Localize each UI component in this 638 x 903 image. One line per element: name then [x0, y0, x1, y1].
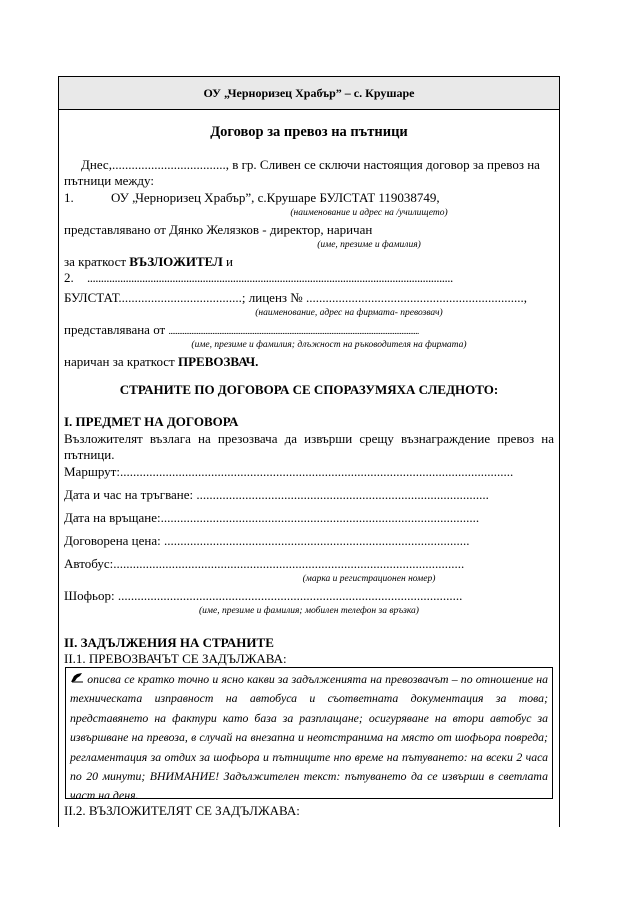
intro-line-2: пътници между:	[64, 173, 154, 188]
return-field: Дата на връщане:..................................................................................................	[64, 510, 480, 525]
party1-rep-line: представлявано от Дянко Желязков - директор, наричан	[64, 222, 373, 237]
section2-sub1: ІІ.1. ПРЕВОЗВАЧЪТ СЕ ЗАДЪЛЖАВА:	[64, 651, 287, 666]
contract-page	[58, 76, 560, 827]
writing-hand-icon	[70, 670, 84, 680]
party2-number: 2.	[64, 270, 74, 285]
agreement-heading: СТРАНИТЕ ПО ДОГОВОРА СЕ СПОРАЗУМЯХА СЛЕДНОТО:	[119, 382, 499, 397]
party1-number: 1.	[64, 190, 74, 205]
departure-field: Дата и час на тръгване: ..........................................................................................	[64, 487, 489, 502]
bus-field: Автобус:............................................................................................................	[64, 556, 465, 571]
intro-line-1: Днес,..................................., в гр. Сливен се сключи настоящия договор за превоз на	[81, 157, 540, 172]
carrier-obligations-text: описва се кратко точно и ясно какви за задълженията на превозвачът – по отношение на техническата изправност на автобуса и съответната документация за това; представянето на фактури като база за разплащане; осигуряване на втори автобус за извършване на превоза, в случай на внезапна и неотстранима на място от шофьора повреда; регламентация за отдих за шофьора и пътниците нпо време на пътуването: на всеки 2 часа по 20 минути; ВНИМАНИЕ! Задължителен текст: пътуването да се извърши в светлата част на деня.	[70, 672, 548, 803]
school-header: ОУ „Черноризец Храбър” – с. Крушаре	[59, 77, 559, 110]
price-field: Договорена цена: ..............................................................................................	[64, 533, 470, 548]
party2-note-rep: (име, презиме и фамилия; длъжност на ръководителя на фирмата)	[191, 340, 467, 350]
bus-note: (марка и регистрационен номер)	[302, 574, 436, 584]
section1-heading: І. ПРЕДМЕТ НА ДОГОВОРА	[64, 414, 239, 429]
contract-title: Договор за превоз на пътници	[210, 124, 408, 140]
party1-text: ОУ „Черноризец Храбър”, с.Крушаре БУЛСТАТ 119038749,	[111, 190, 440, 205]
section2-sub2: ІІ.2. ВЪЗЛОЖИТЕЛЯТ СЕ ЗАДЪЛЖАВА:	[64, 803, 300, 818]
party2-dots: .....................................................................................................................................	[87, 270, 453, 285]
driver-note: (име, презиме и фамилия; мобилен телефон за връзка)	[199, 606, 419, 616]
section2-heading: ІІ. ЗАДЪЛЖЕНИЯ НА СТРАНИТЕ	[64, 635, 274, 650]
carrier-obligations-box	[65, 667, 553, 803]
route-field: Маршрут:.........................................................................................................................	[64, 464, 514, 479]
party2-note-firm: (наименование, адрес на фирмата- превозвач)	[255, 308, 443, 318]
party1-short: за краткост ВЪЗЛОЖИТЕЛ и	[64, 254, 234, 269]
party2-short: наричан за краткост ПРЕВОЗВАЧ.	[64, 354, 259, 369]
party1-note-name: (наименование и адрес на /училището)	[290, 208, 448, 218]
party2-rep-line: представлявана от ...............................................................................................................................................	[64, 322, 419, 337]
party2-bulstat-line: БУЛСТАТ......................................; лиценз № ...................................................................,	[64, 290, 527, 305]
party1-note-person: (име, презиме и фамилия)	[317, 240, 421, 250]
section1-text: Възложителят възлага на презозвача да извърши срещу възнаграждение превоз на пътници.	[64, 431, 554, 462]
driver-field: Шофьор: ..........................................................................................................	[64, 588, 463, 603]
